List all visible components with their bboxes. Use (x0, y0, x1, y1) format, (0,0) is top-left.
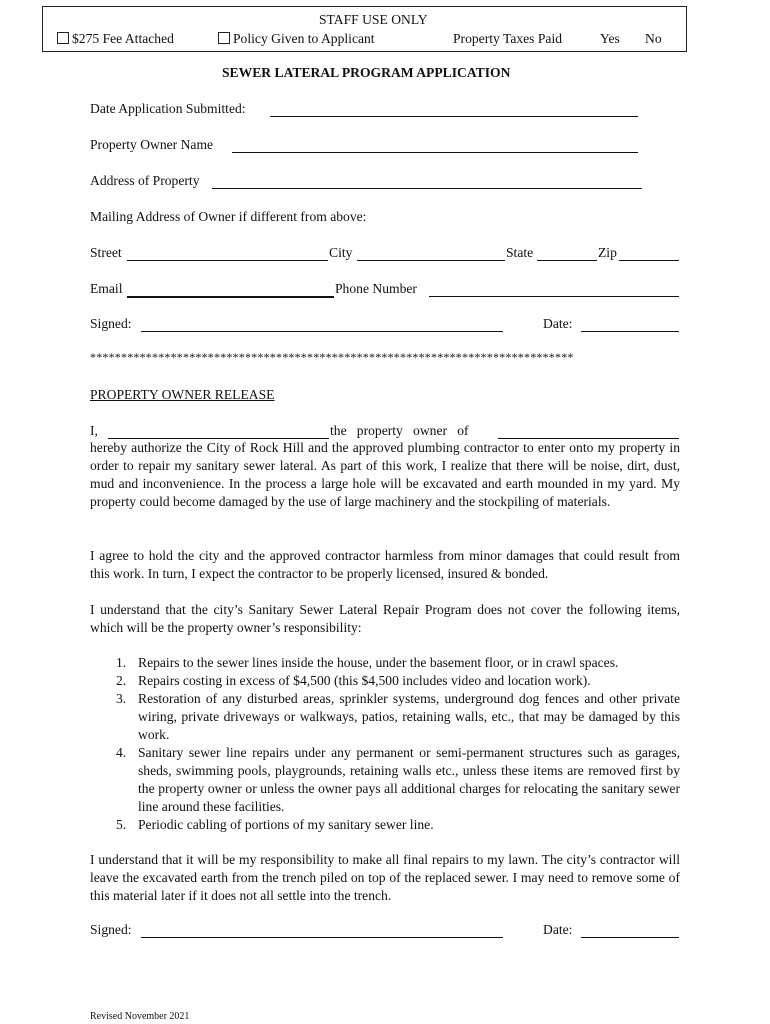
zip-field[interactable] (619, 260, 679, 261)
signature-field[interactable] (141, 331, 503, 332)
signed-label: Signed: (90, 316, 132, 331)
staff-use-title: STAFF USE ONLY (319, 12, 428, 27)
mailing-address-heading: Mailing Address of Owner if different from above: (90, 209, 367, 224)
date-field[interactable] (581, 331, 679, 332)
phone-field[interactable] (429, 296, 679, 297)
policy-given-checkbox[interactable] (218, 32, 230, 44)
city-label: City (329, 245, 353, 260)
list-item: 2. Repairs costing in excess of $4,500 (this $4,500 includes video and location work). (116, 673, 591, 688)
phone-label: Phone Number (335, 281, 417, 296)
release-owner-of-text: the property owner of (330, 423, 469, 438)
list-item: 1. Repairs to the sewer lines inside the house, under the basement floor, or in crawl spaces. (116, 655, 619, 670)
list-item: 3. Restoration of any disturbed areas, sprinkler systems, underground dog fences and other private wiring, private driveways or walkways, patios, retaining walls, etc., that may be damaged by this work. (116, 691, 680, 742)
owner-name-label: Property Owner Name (90, 137, 214, 152)
release-date-field[interactable] (581, 937, 679, 938)
email-field[interactable] (127, 296, 334, 298)
address-label: Address of Property (90, 173, 200, 188)
form-title: SEWER LATERAL PROGRAM APPLICATION (222, 65, 511, 80)
release-paragraph-1: hereby authorize the City of Rock Hill and the approved plumbing contractor to enter onto my property in order to repair my sanitary sewer lateral. As part of this work, I realize that there will be noise, dirt, dust, mud and inconvenience. In the process a large hole will be excavated and earth mounded in my yard. My property could become damaged by the use of large machinery and the stockpiling of materials. (90, 440, 680, 509)
date-submitted-field[interactable] (270, 116, 638, 117)
release-i-label: I, (90, 423, 98, 438)
date-label: Date: (543, 316, 573, 331)
email-label: Email (90, 281, 123, 296)
staff-use-box (42, 6, 687, 52)
date-submitted-label: Date Application Submitted: (90, 101, 246, 116)
zip-label: Zip (598, 245, 617, 260)
fee-attached-item[interactable] (57, 31, 174, 47)
release-date-label: Date: (543, 922, 573, 937)
release-signature-field[interactable] (141, 937, 503, 938)
state-label: State (506, 245, 534, 260)
release-paragraph-2: I agree to hold the city and the approved contractor harmless from minor damages that could result from this work. In turn, I expect the contractor to be properly licensed, insured & bonded. (90, 548, 680, 581)
fee-attached-checkbox[interactable] (57, 32, 69, 44)
state-field[interactable] (537, 260, 597, 261)
address-field[interactable] (212, 188, 642, 189)
taxes-paid-label: Property Taxes Paid (453, 31, 563, 46)
revision-footer: Revised November 2021 (90, 1011, 190, 1022)
street-field[interactable] (127, 260, 328, 261)
taxes-no-option[interactable]: No (645, 31, 662, 46)
list-item: 5. Periodic cabling of portions of my sanitary sewer line. (116, 817, 434, 832)
street-label: Street (90, 245, 122, 260)
asterisk-divider: ****************************************************************************** (90, 350, 574, 364)
owner-name-field[interactable] (232, 152, 638, 153)
release-signed-label: Signed: (90, 922, 132, 937)
release-heading: PROPERTY OWNER RELEASE (90, 387, 275, 402)
policy-given-label: Policy Given to Applicant (233, 31, 375, 46)
fee-attached-label: $275 Fee Attached (72, 31, 174, 46)
release-paragraph-4: I understand that it will be my responsibility to make all final repairs to my lawn. The city’s contractor will leave the excavated earth from the trench piled on top of the replaced sewer. I may need to remove some of this material later if it does not all settle into the trench. (90, 852, 680, 903)
list-item: 4. Sanitary sewer line repairs under any permanent or semi-permanent structures such as garages, sheds, swimming pools, playgrounds, retaining walls etc., unless these items are removed first by the property owner or unless the owner pays all additional charges for relocating the sanitary sewer line around these facilities. (116, 745, 680, 814)
city-field[interactable] (357, 260, 505, 261)
release-paragraph-3: I understand that the city’s Sanitary Sewer Lateral Repair Program does not cover the following items, which will be the property owner’s responsibility: (90, 602, 680, 635)
policy-given-item[interactable] (218, 31, 375, 47)
taxes-yes-option[interactable]: Yes (600, 31, 620, 46)
exclusions-list (90, 654, 680, 834)
